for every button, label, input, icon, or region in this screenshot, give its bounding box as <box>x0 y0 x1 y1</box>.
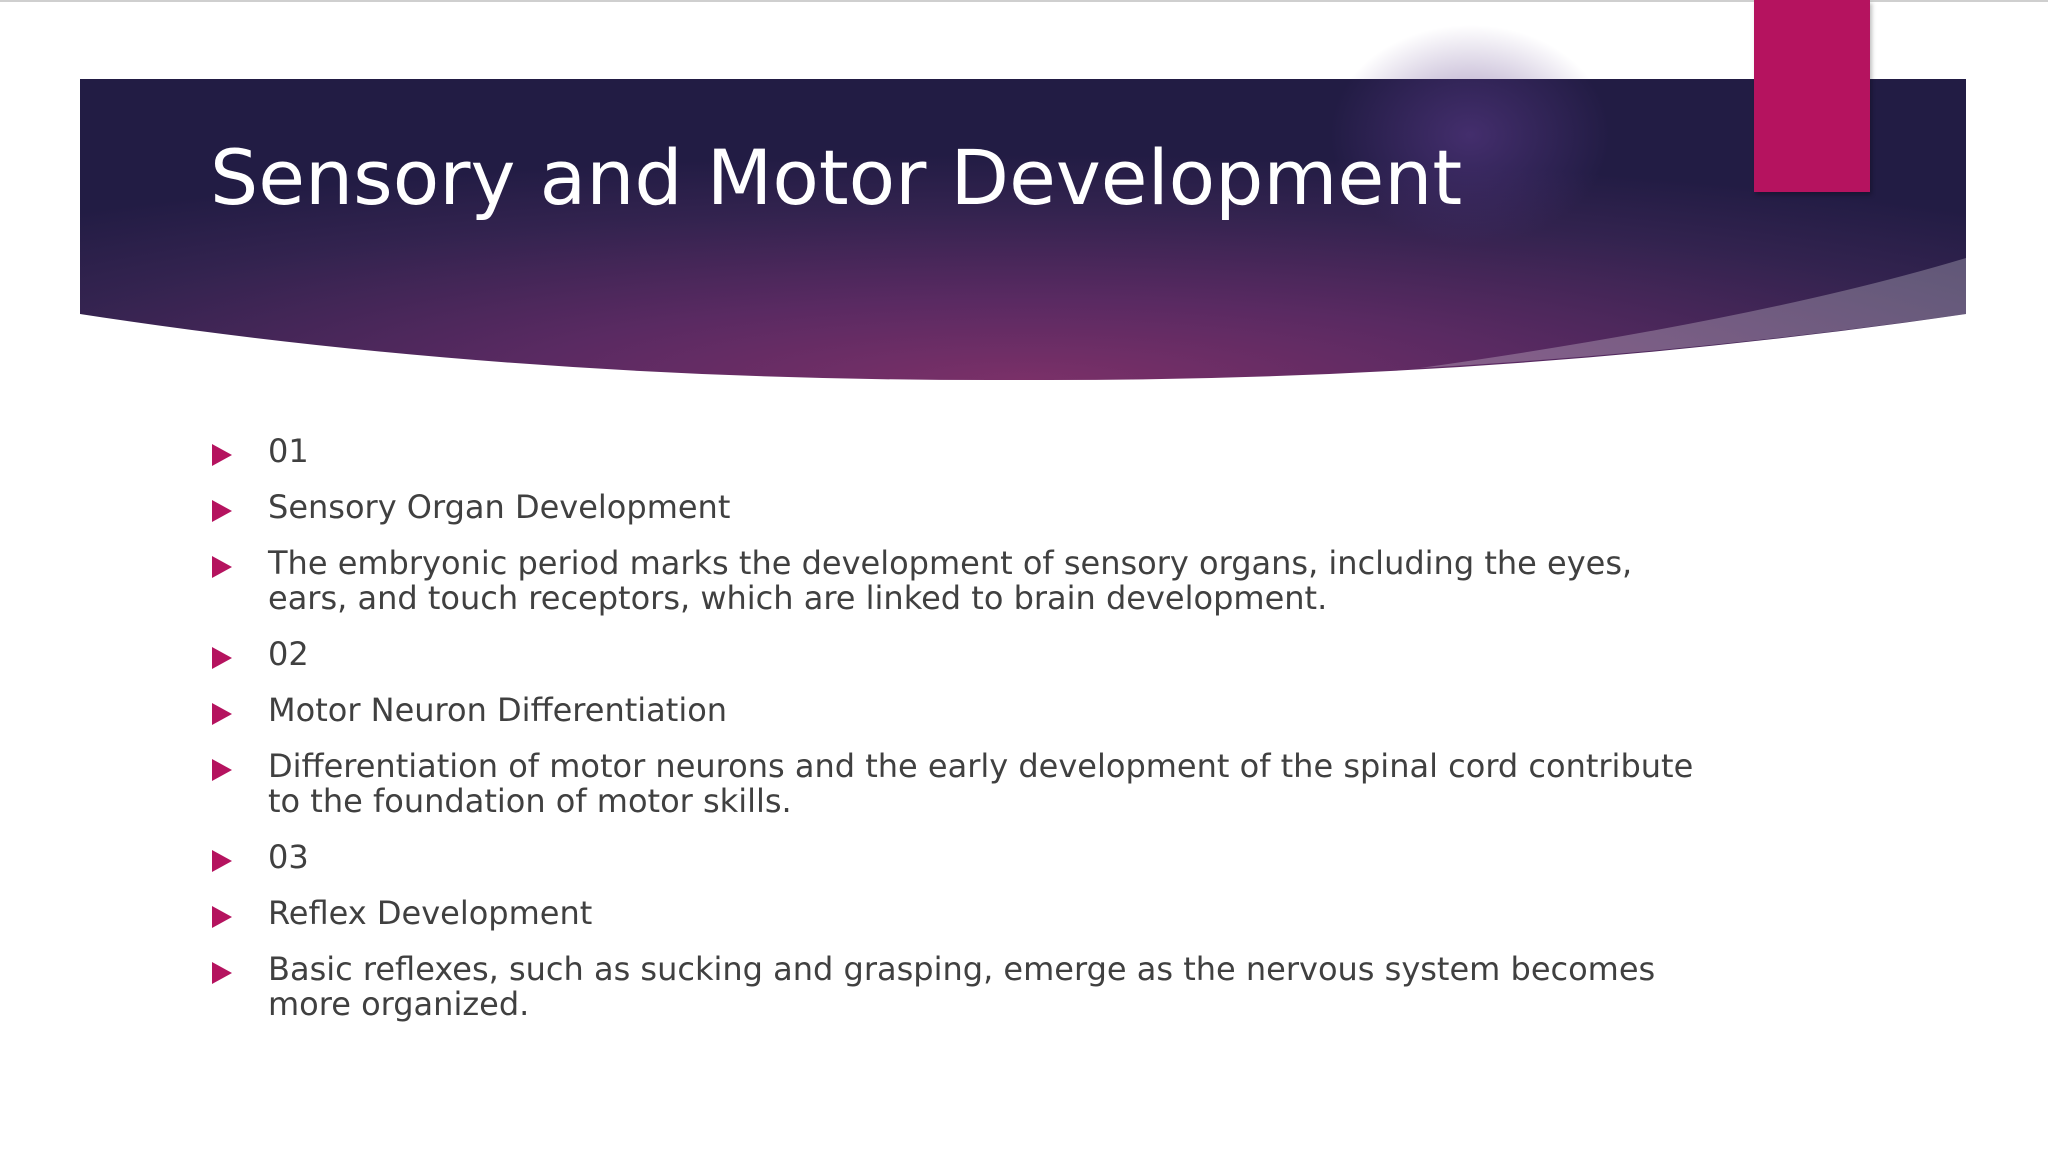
bullet-item <box>206 952 1706 1022</box>
bullet-item <box>206 749 1706 819</box>
bullet-item <box>206 546 1706 616</box>
bullet-text: The embryonic period marks the development of sensory organs, including the eyes, ears, and touch receptors, which are linked to brain development. <box>268 544 1633 617</box>
slide-title: Sensory and Motor Development <box>210 133 1463 222</box>
bullet-text: Reflex Development <box>268 894 593 932</box>
bullet-text: Sensory Organ Development <box>268 488 731 526</box>
bullet-text: 03 <box>268 838 309 876</box>
accent-tab <box>1754 0 1870 192</box>
bullet-item <box>206 840 1706 875</box>
bullet-item <box>206 637 1706 672</box>
bullet-item <box>206 490 1706 525</box>
bullet-text: 01 <box>268 432 309 470</box>
bullet-text: Differentiation of motor neurons and the early development of the spinal cord contribute to the foundation of motor skills. <box>268 747 1694 820</box>
triangle-right-icon <box>212 850 232 872</box>
triangle-right-icon <box>212 556 232 578</box>
triangle-right-icon <box>212 962 232 984</box>
triangle-right-icon <box>212 759 232 781</box>
bullet-item <box>206 434 1706 469</box>
triangle-right-icon <box>212 906 232 928</box>
bullet-text: 02 <box>268 635 309 673</box>
bullet-item <box>206 896 1706 931</box>
triangle-right-icon <box>212 703 232 725</box>
bullet-text: Motor Neuron Differentiation <box>268 691 728 729</box>
bullet-list <box>206 434 1706 1043</box>
triangle-right-icon <box>212 500 232 522</box>
bullet-item <box>206 693 1706 728</box>
triangle-right-icon <box>212 647 232 669</box>
bullet-text: Basic reflexes, such as sucking and grasping, emerge as the nervous system becomes more organized. <box>268 950 1656 1023</box>
triangle-right-icon <box>212 444 232 466</box>
